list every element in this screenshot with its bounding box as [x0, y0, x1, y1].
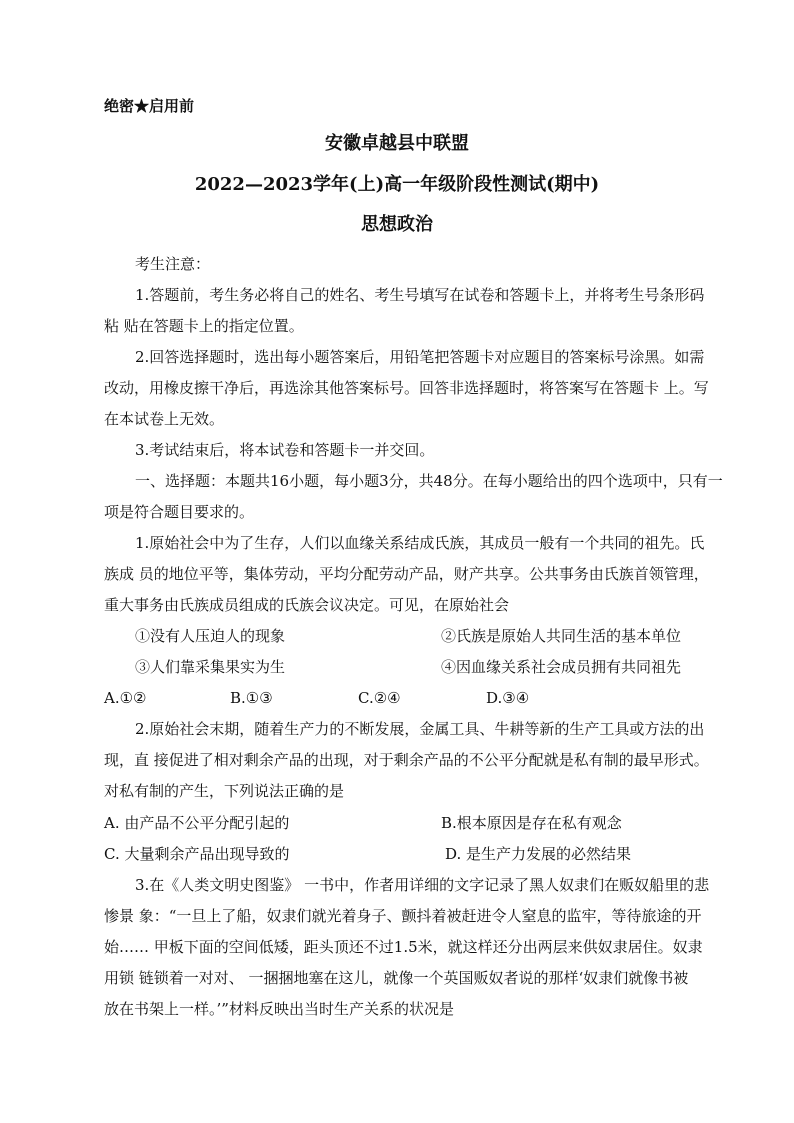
question-3-stem: 用锁 链锁着一对对、 一捆捆地塞在这儿，就像一个英国贩奴者说的那样‘奴隶们就像书被 — [104, 969, 689, 987]
notice-line: 2.回答选择题时，选出每小题答案后，用铅笔把答题卡对应题目的答案标号涂黑。如需 — [135, 348, 705, 366]
question-3-stem: 放在书架上一样。’”材料反映出当时生产关系的状况是 — [104, 1000, 454, 1018]
question-1-stem: 重大事务由氏族成员组成的氏族会议决定。可见，在原始社会 — [104, 596, 510, 614]
notice-line: 改动，用橡皮擦干净后，再选涂其他答案标号。回答非选择题时，将答案写在答题卡 上。写 — [104, 379, 709, 397]
alliance-title: 安徽卓越县中联盟 — [325, 133, 469, 154]
exam-title: 2022—2023学年(上)高一年级阶段性测试(期中) — [194, 174, 600, 195]
question-2-option-b: B.根本原因是存在私有观念 — [441, 814, 622, 832]
question-1-option-a: A.①② — [104, 689, 147, 707]
question-3-stem: 惨景 象：“一旦上了船，奴隶们就光着身子、颤抖着被赶进令人窒息的监牢，等待旅途的开 — [104, 907, 702, 925]
question-2-stem: 对私有制的产生，下列说法正确的是 — [104, 782, 345, 800]
question-1-option-c: C.②④ — [358, 689, 401, 707]
subject-title: 思想政治 — [361, 214, 433, 235]
question-2-stem: 2.原始社会末期，随着生产力的不断发展，金属工具、牛耕等新的生产工具或方法的出 — [135, 720, 705, 738]
section-heading: 一、选择题：本题共16小题，每小题3分，共48分。在每小题给出的四个选项中，只有一 — [135, 472, 723, 490]
question-1-stem: 族成 员的地位平等，集体劳动，平均分配劳动产品，财产共享。公共事务由氏族首领管理， — [104, 565, 709, 583]
question-3-stem: 3.在《人类文明史图鉴》 一书中，作者用详细的文字记录了黑人奴隶们在贩奴船里的悲 — [135, 876, 710, 894]
question-1-statement: ③人们靠采集果实为生 — [135, 658, 286, 676]
notice-line: 在本试卷上无效。 — [104, 410, 225, 428]
question-2-option-a: A. 由产品不公平分配引起的 — [104, 814, 290, 832]
notice-line: 粘 贴在答题卡上的指定位置。 — [104, 317, 304, 335]
question-1-statement: ④因血缘关系社会成员拥有共同祖先 — [441, 658, 682, 676]
question-2-option-c: C. 大量剩余产品出现导致的 — [104, 845, 290, 863]
question-2-stem: 现，直 接促进了相对剩余产品的出现，对于剩余产品的不公平分配就是私有制的最早形式。 — [104, 751, 709, 769]
question-3-stem: 始…… 甲板下面的空间低矮，距头顶还不过1.5米，就这样还分出两层来供奴隶居住。奴隶 — [104, 938, 703, 956]
question-1-option-d: D.③④ — [486, 689, 530, 707]
confidential-label: 绝密★启用前 — [104, 97, 195, 115]
question-1-statement: ②氏族是原始人共同生活的基本单位 — [441, 627, 682, 645]
notice-line: 1.答题前，考生务必将自己的姓名、考生号填写在试卷和答题卡上，并将考生号条形码 — [135, 286, 705, 304]
notice-line: 3.考试结束后，将本试卷和答题卡一并交回。 — [135, 441, 435, 459]
notice-heading: 考生注意： — [135, 255, 211, 273]
question-1-stem: 1.原始社会中为了生存，人们以血缘关系结成氏族，其成员一般有一个共同的祖先。氏 — [135, 534, 705, 552]
question-2-option-d: D. 是生产力发展的必然结果 — [445, 845, 632, 863]
question-1-option-b: B.①③ — [230, 689, 273, 707]
question-1-statement: ①没有人压迫人的现象 — [135, 627, 286, 645]
section-heading-cont: 项是符合题目要求的。 — [104, 503, 255, 521]
